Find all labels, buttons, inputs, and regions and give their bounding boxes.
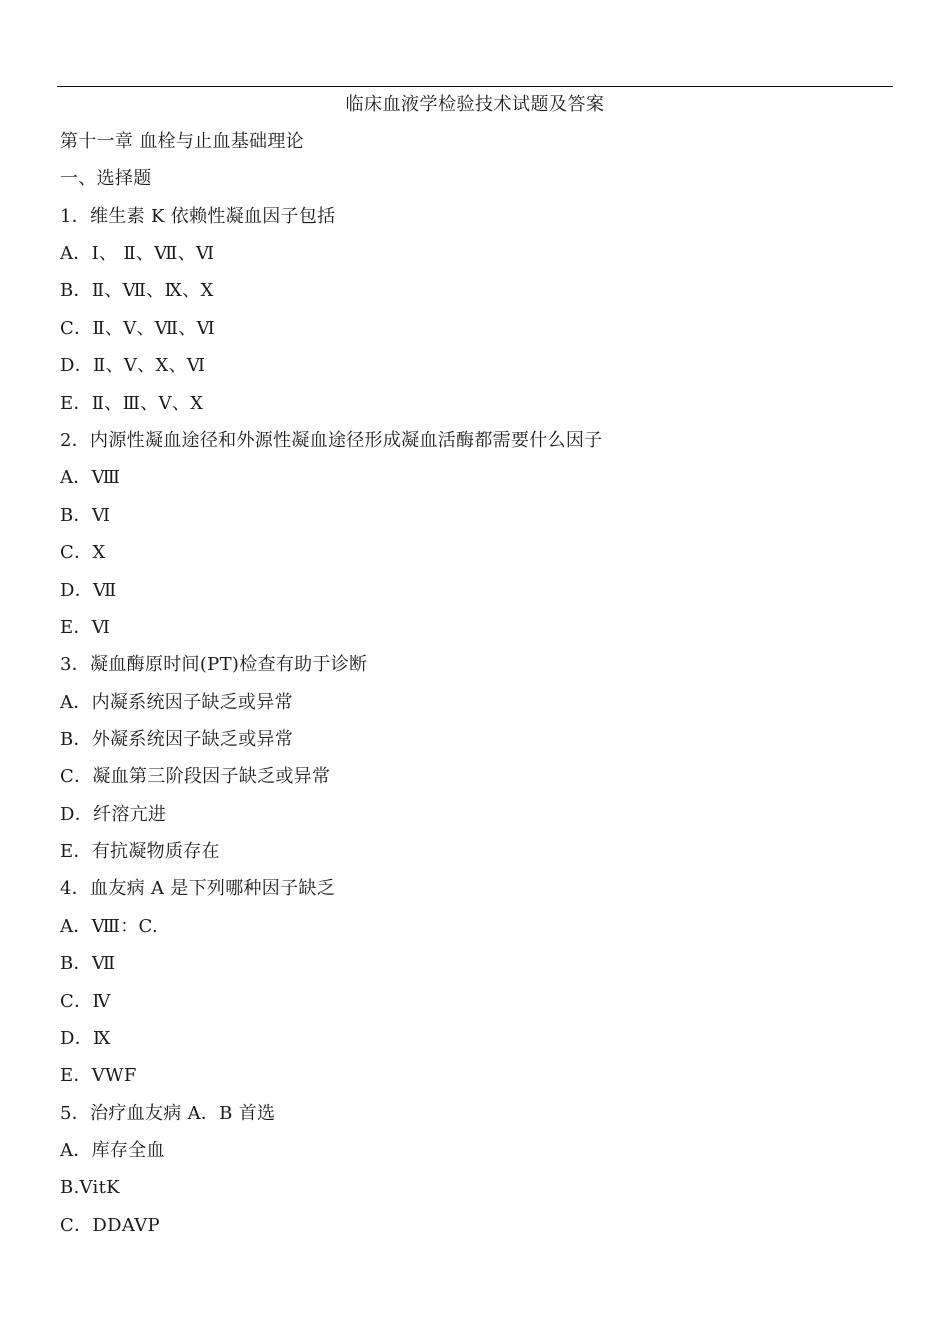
question-2: 2．内源性凝血途径和外源性凝血途径形成凝血活酶都需要什么因子 [60, 430, 603, 451]
question-2-option-a: A．Ⅷ [60, 467, 121, 488]
question-4-option-a: A．Ⅷ：C. [60, 916, 159, 937]
question-3: 3．凝血酶原时间(PT)检查有助于诊断 [60, 654, 368, 675]
question-1-option-a: A．Ⅰ、 Ⅱ、Ⅶ、Ⅵ [60, 243, 215, 264]
question-3-option-e: E．有抗凝物质存在 [60, 841, 220, 862]
question-5: 5．治疗血友病 A．B 首选 [60, 1103, 276, 1124]
chapter-heading: 第十一章 血栓与止血基础理论 [60, 131, 304, 152]
question-1-option-c: C．Ⅱ、Ⅴ、Ⅶ、Ⅵ [60, 318, 216, 339]
question-1-option-d: D．Ⅱ、Ⅴ、Ⅹ、Ⅵ [60, 355, 206, 376]
question-2-option-e: E．Ⅵ [60, 617, 111, 638]
question-3-option-c: C．凝血第三阶段因子缺乏或异常 [60, 766, 331, 787]
question-4-option-d: D．Ⅸ [60, 1028, 111, 1049]
question-3-option-a: A．内凝系统因子缺乏或异常 [60, 692, 293, 713]
question-5-option-c: C．DDAVP [60, 1215, 160, 1236]
question-3-option-d: D．纤溶亢进 [60, 804, 167, 825]
question-4-option-c: C．Ⅳ [60, 991, 111, 1012]
question-2-option-c: C．X [60, 542, 106, 563]
question-3-option-b: B．外凝系统因子缺乏或异常 [60, 729, 294, 750]
document-title: 临床血液学检验技术试题及答案 [345, 94, 605, 115]
question-2-option-d: D．Ⅶ [60, 580, 117, 601]
question-1: 1．维生素 K 依赖性凝血因子包括 [60, 206, 336, 227]
question-4-option-e: E．VWF [60, 1065, 137, 1086]
question-1-option-e: E．Ⅱ、Ⅲ、Ⅴ、Ⅹ [60, 393, 204, 414]
question-5-option-b: B.VitK [60, 1177, 120, 1198]
question-1-option-b: B．Ⅱ、Ⅶ、Ⅸ、Ⅹ [60, 280, 214, 301]
question-4-option-b: B．Ⅶ [60, 953, 116, 974]
question-5-option-a: A．库存全血 [60, 1140, 165, 1161]
section-heading: 一、选择题 [60, 168, 152, 189]
question-4: 4．血友病 A 是下列哪种因子缺乏 [60, 878, 335, 899]
question-2-option-b: B．Ⅵ [60, 505, 111, 526]
header-rule [57, 86, 893, 87]
